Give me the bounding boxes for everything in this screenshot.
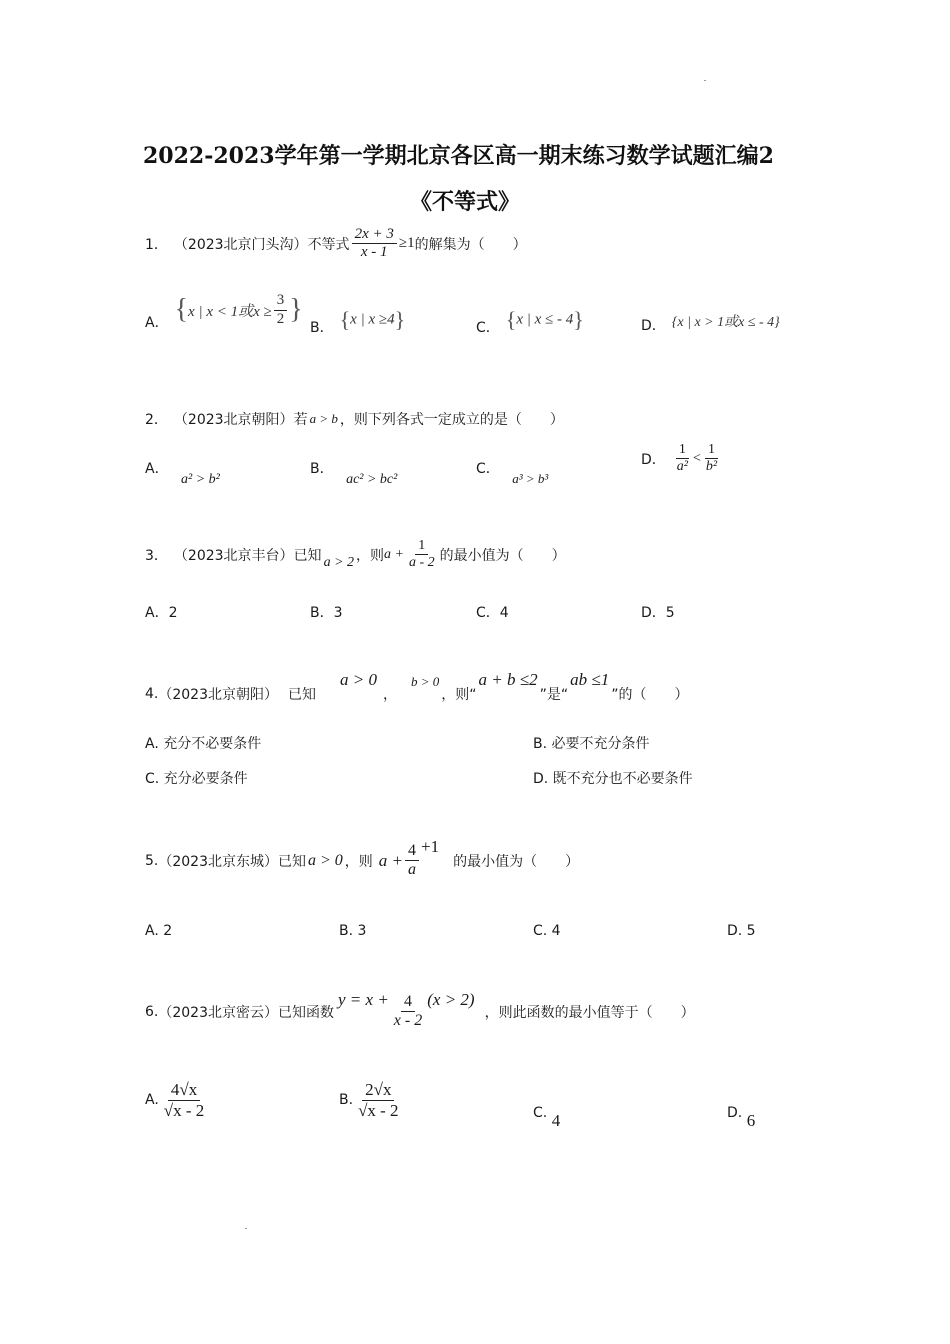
q3-option-c[interactable]: C．4 [476, 605, 509, 621]
q1-option-d[interactable] [641, 307, 780, 335]
q1-option-c[interactable] [476, 303, 584, 337]
question-text: ， [382, 687, 397, 703]
q4-option-b[interactable]: B. 必要不充分条件 [533, 736, 650, 752]
option-label: B． [310, 320, 334, 336]
doc-title-line2: 《不等式》 [410, 189, 521, 215]
question-text: ”的（ ） [611, 687, 689, 703]
option-expression: ac² > bc² [346, 472, 398, 487]
question-text: 已知 [288, 687, 316, 703]
question-source: （2023北京东城） [158, 853, 278, 870]
question-text: 已知 [293, 547, 322, 564]
question-source: （2023北京门头沟） [173, 236, 308, 253]
question-number: 3． [145, 547, 168, 564]
inequality-relation: ≥1 [398, 235, 415, 252]
fraction: $\frac{4}{a}$ [405, 842, 419, 880]
question-text: ，则 [356, 547, 385, 564]
expression: +1 [421, 836, 440, 856]
question-text: 已知 [278, 853, 306, 870]
q3-option-b[interactable]: B．3 [310, 605, 343, 621]
fraction: $\frac{2√x}{√x - 2}$ [358, 1080, 399, 1120]
question-text: ，则下列各式一定成立的是（ ） [339, 412, 564, 428]
relation: < [692, 450, 701, 466]
question-number: 1． [145, 236, 168, 253]
set-expression: { x | x < 1或x ≥ $\frac{3}{2}$ } [174, 292, 303, 327]
question-text: 的最小值为（ ） [453, 853, 580, 870]
fraction: $\frac{1}{\text{a²}}$ [676, 442, 688, 475]
question-6 [145, 989, 695, 1031]
expression: a + b ≤2 [478, 670, 538, 689]
q5-option-b[interactable]: B. 3 [339, 923, 367, 939]
q5-option-a[interactable]: A. 2 [145, 923, 173, 939]
expression: ab ≤1 [570, 670, 610, 689]
option-label: D． [641, 451, 666, 468]
option-label: B. [339, 1092, 354, 1109]
option-label: D. [727, 1105, 743, 1121]
question-4 [145, 670, 689, 704]
condition-expression: b > 0 [410, 674, 440, 689]
option-label: D． [641, 318, 666, 334]
domain-expression: (x > 2) [427, 989, 475, 1009]
question-3 [145, 538, 566, 571]
option-expression: a³ > b³ [512, 471, 549, 486]
q6-option-d[interactable] [727, 1102, 756, 1130]
question-number: 6. [145, 1003, 159, 1020]
question-source: （2023北京朝阳） [173, 412, 294, 428]
expression: a + [378, 850, 404, 870]
q6-option-c[interactable] [533, 1102, 561, 1130]
option-label: C． [476, 320, 500, 336]
fraction-numerator: 2x + 3 [352, 226, 397, 244]
fraction: $\frac{1}{a - 2}$ [408, 538, 435, 571]
option-value: 6 [746, 1111, 756, 1130]
condition-expression: a > 0 [340, 670, 377, 689]
option-label: C． [476, 461, 500, 477]
q4-option-c[interactable]: C. 充分必要条件 [145, 771, 248, 787]
q5-option-d[interactable]: D. 5 [727, 923, 756, 939]
option-label: B． [310, 461, 334, 477]
question-1 [145, 226, 527, 262]
set-expression: {x | x ≥4} [339, 307, 406, 332]
fraction: $\frac{4}{x - 2}$ [393, 993, 423, 1030]
condition-expression: a > 0 [308, 851, 343, 869]
condition-expression: a > 2 [323, 554, 355, 570]
decorative-dot [245, 1228, 247, 1229]
q2-option-b[interactable] [310, 458, 398, 487]
option-label: C. [533, 1105, 548, 1121]
question-text: 不等式 [307, 236, 350, 253]
q2-option-d[interactable] [641, 442, 722, 475]
question-number: 5. [145, 852, 159, 869]
doc-title-line1: 2022-2023学年第一学期北京各区高一期末练习数学试题汇编2 [143, 143, 774, 169]
question-number: 2． [145, 412, 168, 428]
expression: y = x + [338, 989, 389, 1009]
q4-option-d[interactable]: D. 既不充分也不必要条件 [533, 771, 693, 787]
question-text: 的解集为（ ） [414, 236, 527, 253]
option-value: 4 [551, 1111, 561, 1130]
question-source: （2023北京朝阳） [158, 687, 278, 703]
expression: a + [384, 546, 404, 562]
fraction: $\frac{1}{\text{b²}}$ [705, 442, 718, 475]
q1-option-b[interactable] [310, 303, 405, 337]
option-label: A． [145, 461, 169, 477]
option-expression: a² > b² [181, 472, 220, 487]
set-expression: {x | x > 1或x ≤ - 4} [671, 315, 780, 330]
question-number: 4. [145, 686, 159, 702]
question-2 [145, 409, 564, 429]
set-expression: {x | x ≤ - 4} [505, 307, 584, 332]
q5-option-c[interactable]: C. 4 [533, 923, 561, 939]
question-text: ”是“ [539, 687, 569, 703]
q3-option-d[interactable]: D．5 [641, 605, 675, 621]
question-source: （2023北京密云） [158, 1004, 278, 1021]
q4-option-a[interactable]: A. 充分不必要条件 [145, 736, 262, 752]
question-text: ，则“ [441, 687, 477, 703]
question-text: 的最小值为（ ） [439, 547, 566, 564]
option-label: A． [145, 315, 169, 331]
q2-option-a[interactable] [145, 458, 220, 487]
question-5 [145, 836, 580, 880]
decorative-dot [704, 80, 706, 81]
q3-option-a[interactable]: A．2 [145, 605, 178, 621]
fraction: $\frac{3}{2}$ [274, 292, 288, 328]
condition-expression: a > b [309, 411, 338, 426]
fraction: $\frac{4√x}{√x - 2}$ [163, 1080, 205, 1120]
question-text: 若 [293, 412, 308, 428]
q6-option-a[interactable] [145, 1080, 209, 1120]
question-text: 已知函数 [278, 1004, 334, 1021]
q6-option-b[interactable] [339, 1080, 404, 1120]
q1-option-a[interactable] [145, 286, 303, 334]
question-source: （2023北京丰台） [173, 547, 294, 564]
q2-option-c[interactable] [476, 458, 549, 486]
option-label: A. [145, 1092, 159, 1109]
question-text: ，则 [344, 853, 373, 870]
fraction-denominator: x - 1 [360, 244, 388, 261]
question-text: ，则此函数的最小值等于（ ） [484, 1004, 695, 1021]
inequality-fraction [352, 226, 397, 262]
